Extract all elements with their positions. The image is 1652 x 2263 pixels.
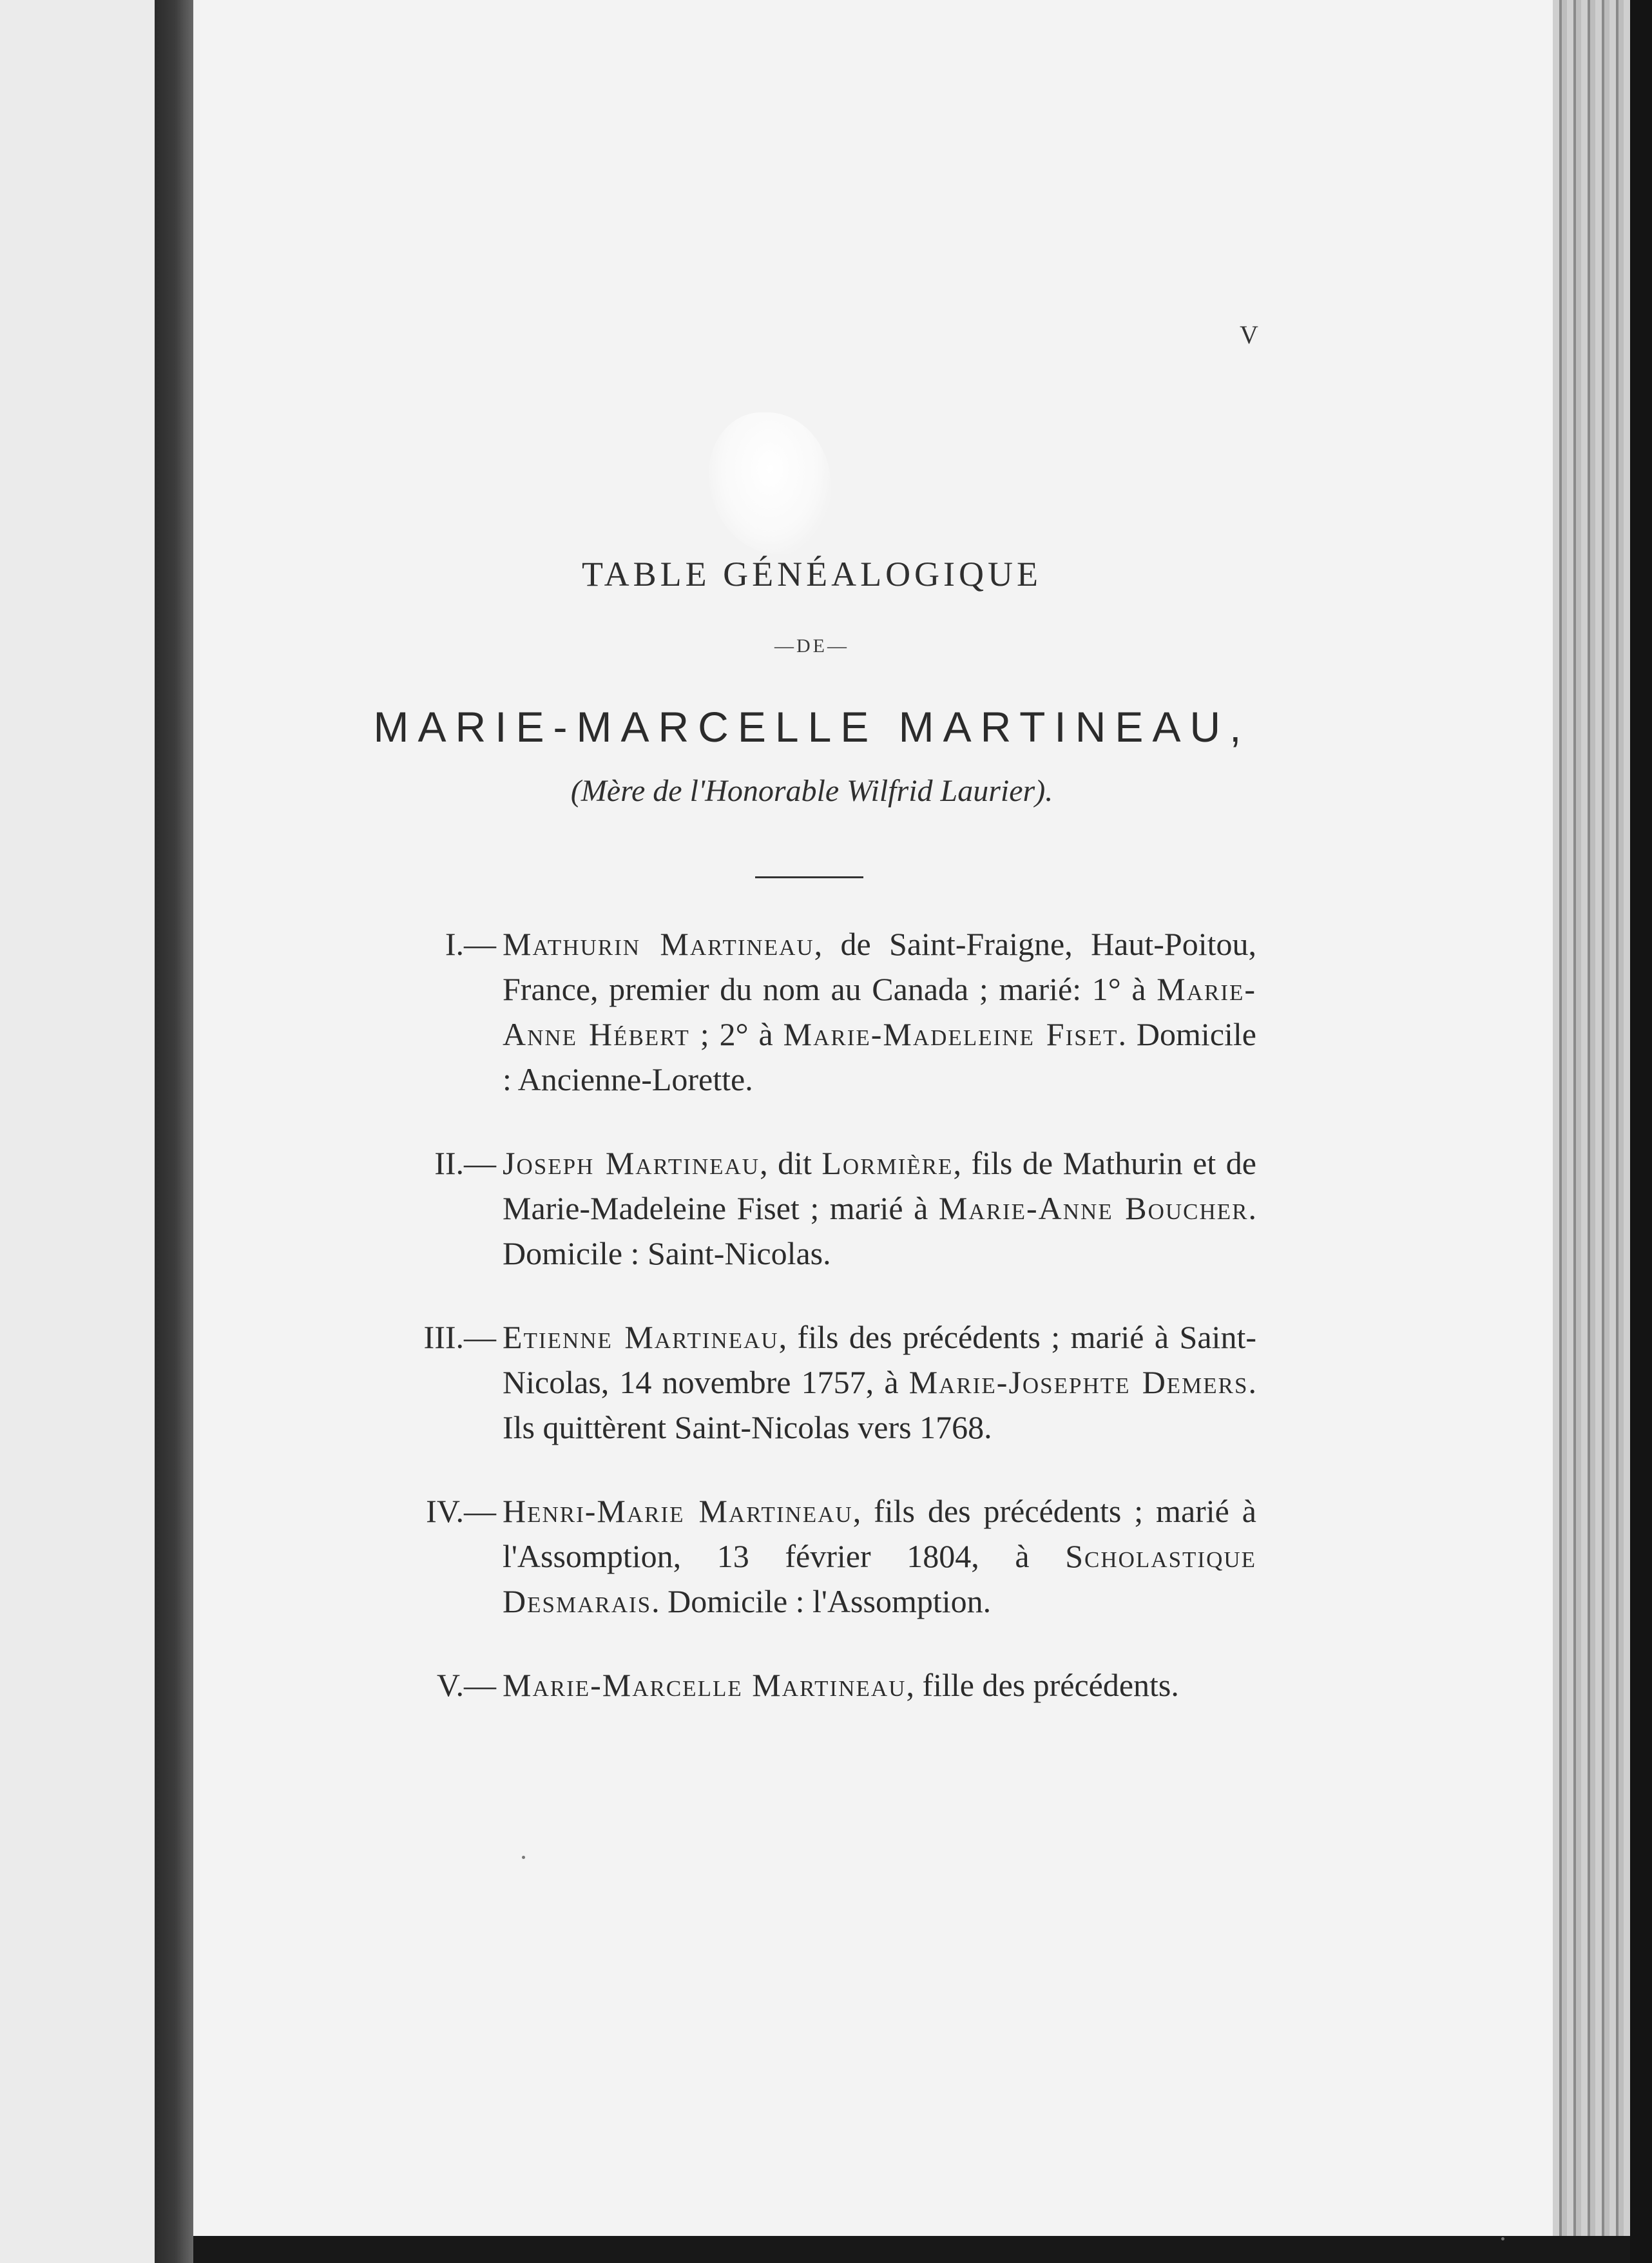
person-name: Marie-Anne Boucher <box>938 1190 1249 1226</box>
paper-speck <box>1501 2237 1504 2240</box>
entry-text: . Ils quittèrent Saint-Nicolas vers 1768. <box>503 1364 1256 1445</box>
entry-numeral: II.— <box>434 1145 496 1181</box>
entry-text: . Domicile : Saint-Nicolas. <box>503 1190 1256 1271</box>
entry-numeral: I.— <box>445 926 496 962</box>
person-name: Marie-Anne Hébert <box>503 971 1256 1052</box>
entry-numeral: III.— <box>423 1319 496 1355</box>
person-name: Mathurin Martineau <box>503 926 814 962</box>
entry-text: . Domicile : l'Assomption. <box>651 1583 992 1619</box>
entry-text: , de Saint-Fraigne, Haut-Poitou, France, premier du nom au Canada ; marié: 1° à <box>503 926 1257 1007</box>
person-name: Marie-Josephte Demers <box>908 1364 1249 1400</box>
person-name: Marie-Marcelle Martineau <box>503 1667 907 1703</box>
page-edges <box>1553 0 1630 2236</box>
scan-border-right <box>1630 0 1652 2263</box>
genealogy-entry <box>361 921 1256 1102</box>
entry-text: , fils des précédents ; marié à Saint-Nicolas, 14 novembre 1757, à <box>503 1319 1256 1400</box>
entry-text: . Domicile : Ancienne-Lorette. <box>503 1016 1256 1097</box>
person-name: Scholastique Desmarais <box>503 1538 1256 1619</box>
entry-text: , fils des précédents ; marié à l'Assomption, 13 février 1804, à <box>503 1493 1256 1574</box>
paper-speck <box>522 1856 525 1859</box>
subject-name: MARIE-MARCELLE MARTINEAU, <box>373 703 1251 751</box>
subject-subtitle: (Mère de l'Honorable Wilfrid Laurier). <box>570 774 1053 808</box>
genealogy-entry <box>361 1488 1256 1624</box>
entry-numeral: IV.— <box>426 1493 496 1529</box>
person-name: Marie-Madeleine Fiset <box>783 1016 1119 1052</box>
entry-text: ; 2° à <box>689 1016 783 1052</box>
person-name: Henri-Marie Martineau <box>503 1493 853 1529</box>
divider-rule <box>755 876 863 878</box>
genealogy-entry <box>361 1314 1256 1450</box>
entry-text: , fils de Mathurin et de Marie-Madeleine Fiset ; marié à <box>503 1145 1256 1226</box>
facing-page <box>0 0 155 2263</box>
genealogy-entry <box>361 1141 1256 1276</box>
page-title: TABLE GÉNÉALOGIQUE <box>581 555 1042 593</box>
person-name: Joseph Martineau <box>503 1145 760 1181</box>
person-name: Etienne Martineau <box>503 1319 779 1355</box>
genealogy-entry <box>361 1662 1256 1708</box>
title-connector: —DE— <box>774 635 849 657</box>
person-name: Lormière <box>821 1145 954 1181</box>
entry-text: , fille des précédents. <box>906 1667 1179 1703</box>
entry-numeral: V.— <box>436 1667 496 1703</box>
entry-text: , dit <box>760 1145 822 1181</box>
scan-border-bottom <box>193 2236 1630 2263</box>
genealogy-list <box>361 921 1256 1746</box>
page-number: V <box>1240 320 1258 349</box>
